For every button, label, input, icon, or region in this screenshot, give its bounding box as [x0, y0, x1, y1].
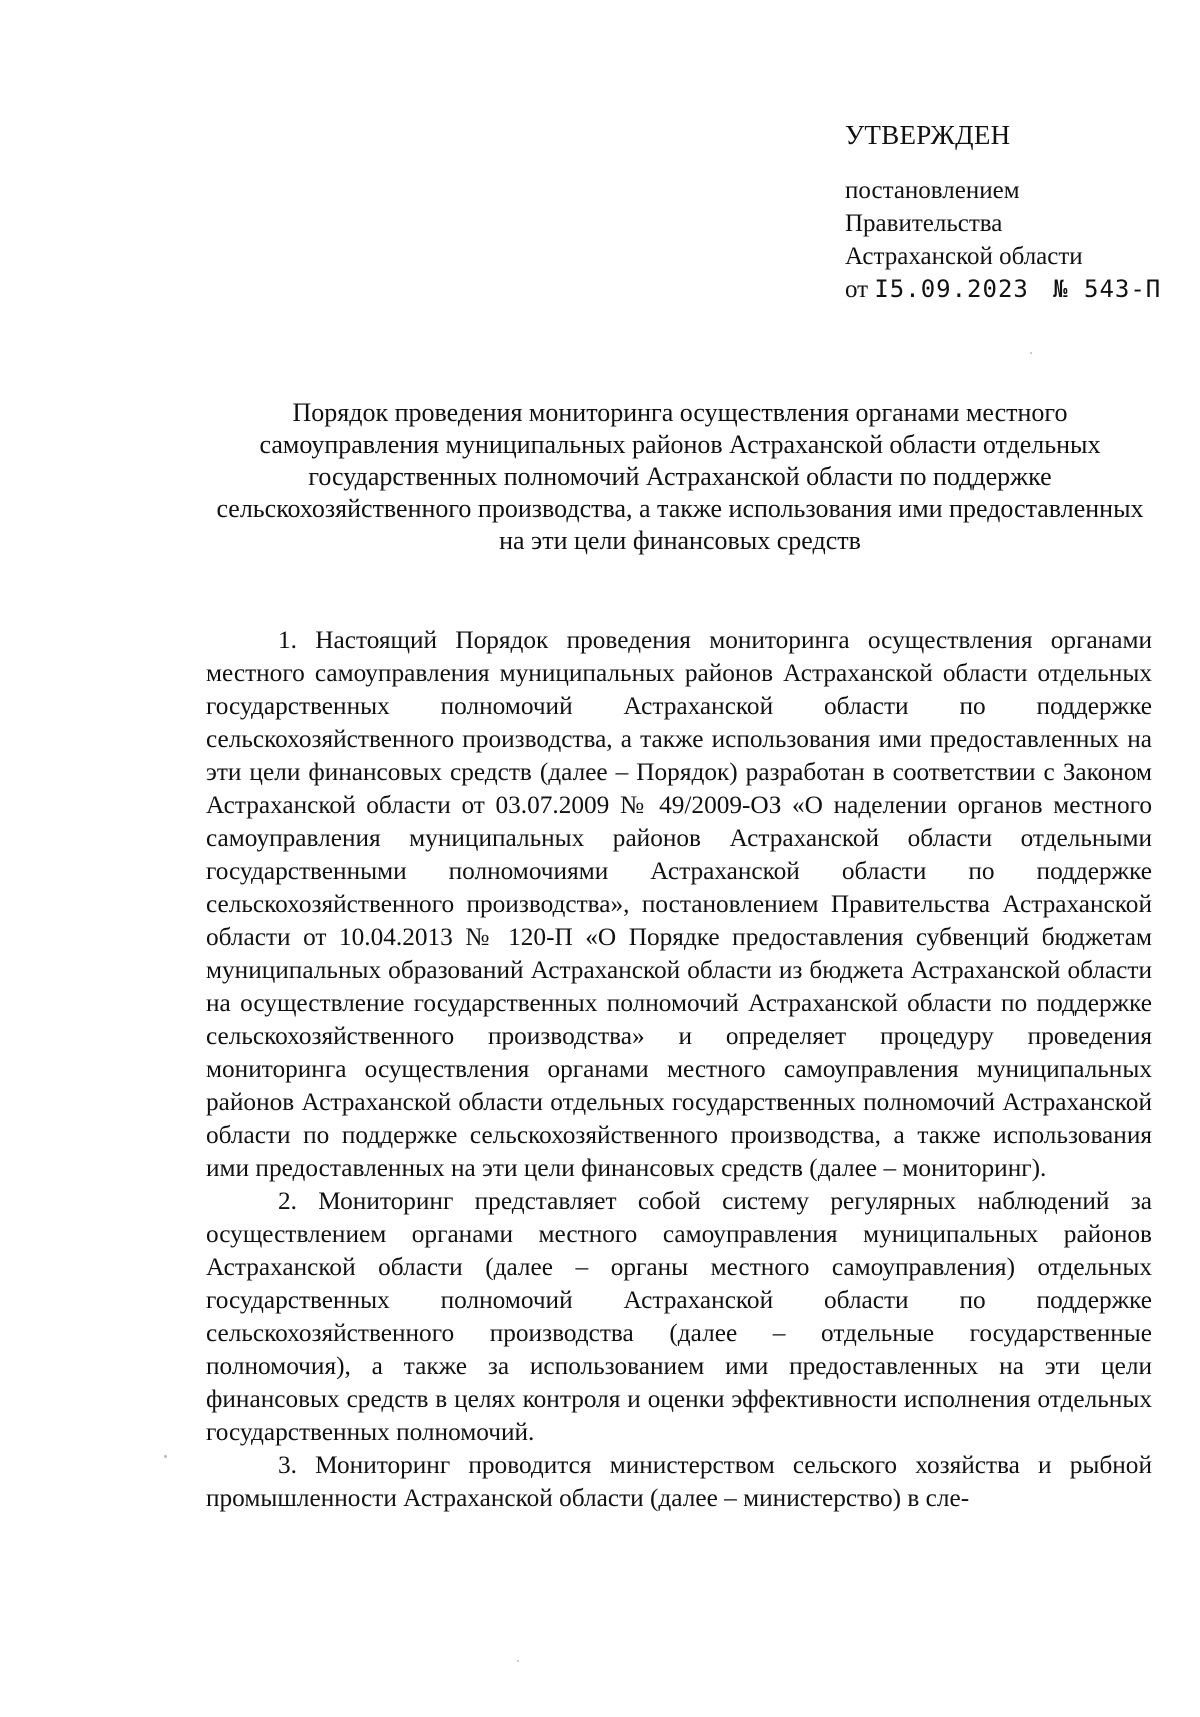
scan-speck — [164, 1455, 167, 1458]
paragraph-1: 1. Настоящий Порядок проведения мониторинга осуществления органами местного самоуправления муниципальных районов Астраханской области отдельных государственных полномочий Астраханской области по поддержке сельскохозяйственного производства, а также использования ими предоставленных на эти цели финансовых средств (далее – Порядок) разработан в соответствии с Законом Астраханской области от 03.07.2009 № 49/2009-ОЗ «О наделении органов местного самоуправления муниципальных районов Астраханской области отдельными государственными полномочиями Астраханской области по поддержке сельскохозяйственного производства», постановлением Правительства Астраханской области от 10.04.2013 № 120-П «О Порядке предоставления субвенций бюджетам муниципальных образований Астраханской области из бюджета Астраханской области на осуществление государственных полномочий Астраханской области по поддержке сельскохозяйственного производства» и определяет процедуру проведения мониторинга осуществления органами местного самоуправления муниципальных районов Астраханской области отдельных государственных полномочий Астраханской области по поддержке сельскохозяйственного производства, а также использования ими предоставленных на эти цели финансовых средств (далее – мониторинг). — [206, 626, 1152, 1182]
approval-line-government: Правительства — [845, 210, 1003, 237]
document-title: Порядок проведения мониторинга осуществления органами местного самоуправления муниципальных районов Астраханской области отдельных государственных полномочий Астраханской области по поддержке сельскохозяйственного производства, а также использования ими предоставленных на эти цели финансовых средств — [216, 398, 1144, 555]
approval-date-prefix: от — [845, 276, 869, 303]
approval-block — [845, 118, 1175, 306]
approval-line-region: Астраханской области — [845, 243, 1083, 270]
scan-speck — [1030, 352, 1032, 354]
approval-number: № 543-П — [1053, 275, 1162, 303]
approval-line-date-number — [845, 273, 1175, 306]
approval-date: I5.09.2023 — [874, 275, 1029, 303]
document-body — [206, 624, 1152, 1515]
paragraph-2: 2. Мониторинг представляет собой систему регулярных наблюдений за осуществлением органами местного самоуправления муниципальных районов Астраханской области (далее – органы местного самоуправления) отдельных государственных полномочий Астраханской области по поддержке сельскохозяйственного производства (далее – отдельные государственные полномочия), а также за использованием ими предоставленных на эти цели финансовых средств в целях контроля и оценки эффективности исполнения отдельных государственных полномочий. — [206, 1187, 1152, 1446]
paragraph-3: 3. Мониторинг проводится министерством сельского хозяйства и рыбной промышленности Астраханской области (далее – министерство) в сле- — [206, 1451, 1152, 1512]
approval-line-resolution: постановлением — [845, 177, 1020, 204]
approval-title: УТВЕРЖДЕН — [845, 120, 1011, 150]
scan-speck — [517, 1660, 519, 1662]
